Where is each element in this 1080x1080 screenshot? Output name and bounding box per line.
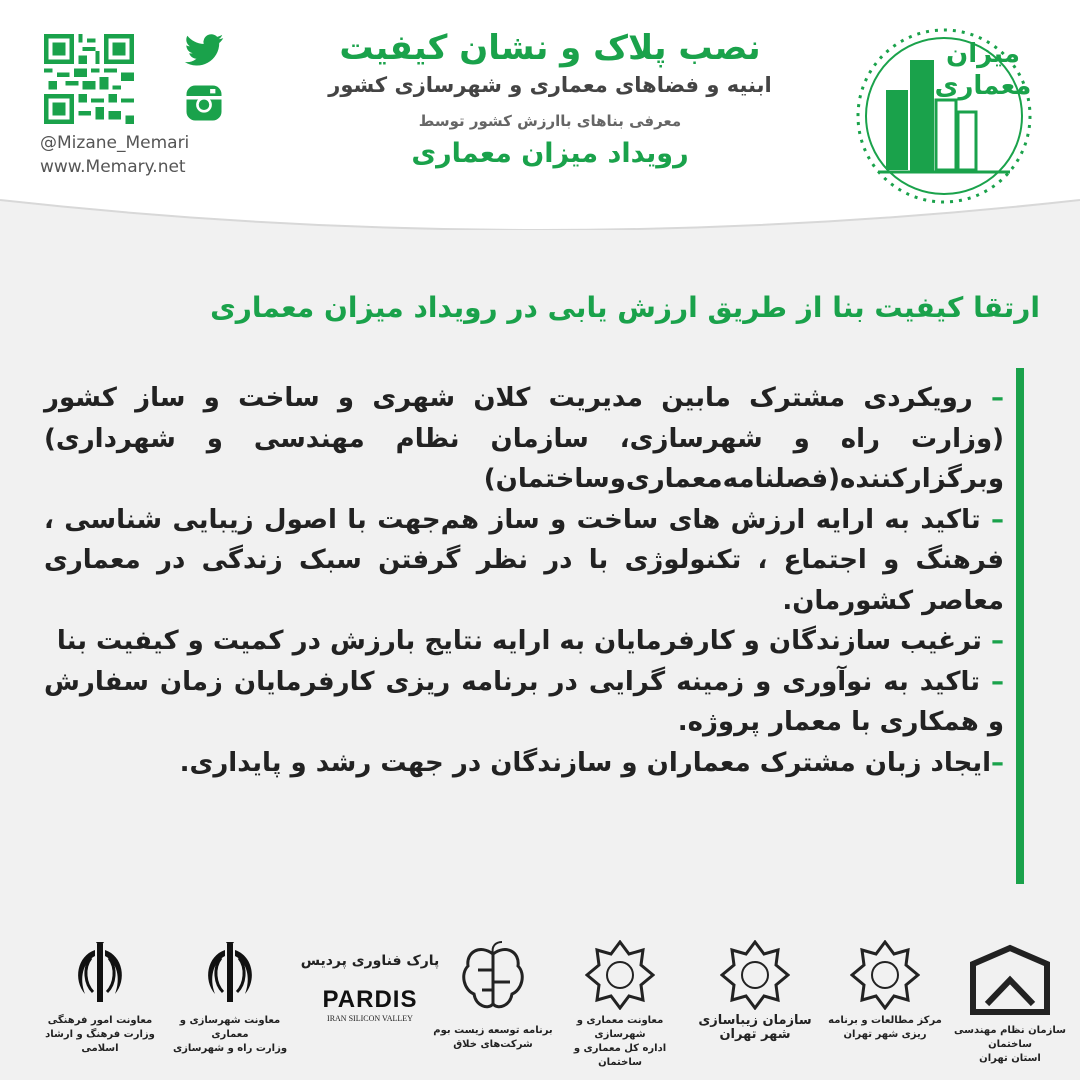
dash: – [991,666,1004,697]
sponsor-pardis: پارک فناوری پردیس PARDIS IRAN SILICON VALLEY [300,953,440,1023]
logo-text: میزان معماری [934,39,1032,101]
sponsor-zibasazi: سازمان زیباسازی شهر تهران [690,940,820,1070]
contact-info [40,131,240,179]
sponsor-vezarat-farhang: معاونت امور فرهنگی وزارت فرهنگ و ارشاد اسلامی [35,940,165,1070]
sponsor-vezarat-rah: معاونت شهرسازی و معماری وزارت راه و شهرسازی [165,940,295,1070]
tehran-emblem-icon [585,940,655,1010]
sponsor-khallagh: برنامه توسعه زیست بوم شرکت‌های خلاق [428,940,558,1070]
nezam-mohandesi-logo [965,940,1055,1020]
page-title: نصب پلاک و نشان کیفیت [339,28,761,68]
dash: – [991,504,1004,535]
dash: – [991,383,1004,413]
dash: – [991,747,1004,778]
point-item: –ایجاد زبان مشترک معماران و سازندگان در جهت رشد و پایداری. [179,747,1004,778]
iran-emblem-icon [65,940,135,1010]
points-list [44,378,1004,783]
intro-text: معرفی بناهای باارزش کشور توسط [418,112,682,130]
tehran-emblem-icon [850,940,920,1010]
pardis-logo: PARDIS [322,986,418,1013]
brain-tree-icon [458,940,528,1020]
accent-bar [1016,368,1024,884]
sponsor-markaz-motaleat: مرکز مطالعات و برنامه ریزی شهر تهران [820,940,950,1070]
sponsor-moavenat-memari: معاونت معماری و شهرسازی اداره کل معماری و ساختمان [555,940,685,1070]
instagram-icon[interactable] [183,82,225,124]
point-item: – تاکید به نوآوری و زمینه گرایی در برنامه ریزی کارفرمایان زمان سفارش و همکاری با معمار پروژه. [44,666,1004,737]
headline: ارتقا کیفیت بنا از طریق ارزش یابی در رویداد میزان معماری [210,291,1040,324]
social-handle[interactable]: @Mizane_Memari [40,133,190,153]
point-item: – رویکردی مشترک مابین مدیریت کلان شهری و ساخت و ساز کشور (وزارت راه و شهرسازی، سازمان نظام مهندسی و شهرداری) وبرگزارکننده(فصلنامه‌معماری‌وساختمان) [44,383,1004,494]
header [0,0,1080,230]
tehran-emblem-icon [720,940,790,1010]
point-item: – تاکید به ارایه ارزش های ساخت و ساز هم‌جهت با اصول زیبایی شناسی ، فرهنگ و اجتماع ، تکنولوژی با در نظر گرفتن سبک زندگی در معماری معاصر کشورمان. [44,504,1004,616]
twitter-icon[interactable] [183,30,225,72]
sponsor-nezam-mohandesi: سازمان نظام مهندسی ساختمان استان تهران [945,940,1075,1070]
point-item: – ترغیب سازندگان و کارفرمایان به ارایه نتایج بارزش در کمیت و کیفیت بنا [56,626,1004,656]
page-subtitle: ابنیه و فضاهای معماری و شهرسازی کشور [328,73,772,97]
website-link[interactable]: www.Memary.net [40,157,186,177]
qr-code[interactable] [44,34,134,124]
event-name: رویداد میزان معماری [411,138,689,169]
title-block [290,26,810,174]
iran-emblem-icon [195,940,265,1010]
dash: – [991,626,1004,656]
